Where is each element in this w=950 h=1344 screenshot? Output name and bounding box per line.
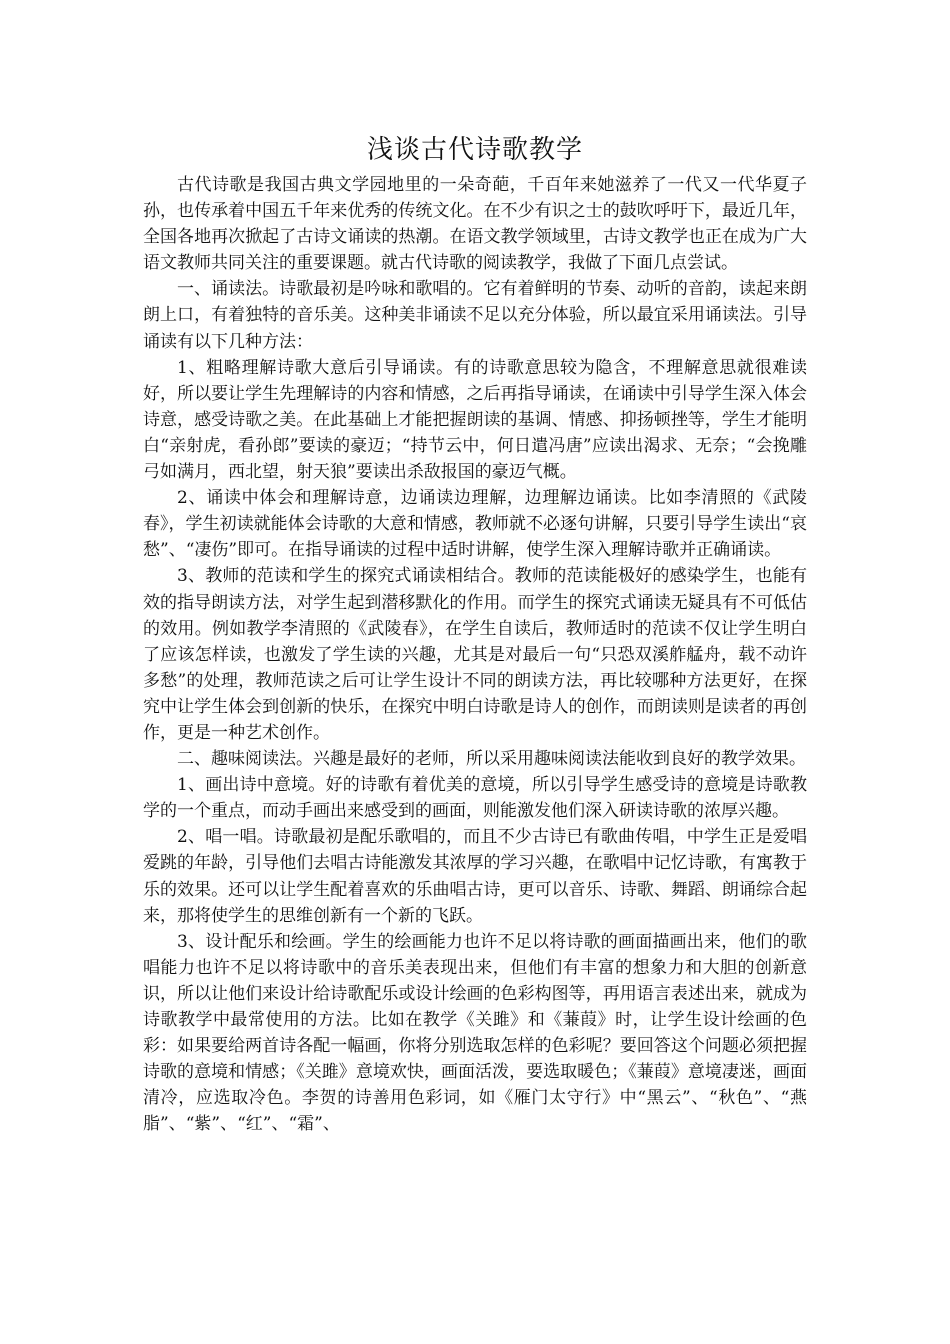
paragraph-section-1: 一、诵读法。诗歌最初是吟咏和歌唱的。它有着鲜明的节奏、动听的音韵，读起来朗朗上口，有着独特的音乐美。这种美非诵读不足以充分体验，所以最宜采用诵读法。引导诵读有以下几种方法： [143, 279, 807, 352]
paragraph-section-2: 二、趣味阅读法。兴趣是最好的老师，所以采用趣味阅读法能收到良好的教学效果。 [177, 749, 806, 770]
paragraph-1-2: 2、诵读中体会和理解诗意，边诵读边理解，边理解边诵读。比如李清照的《武陵春》，学生初读就能体会诗歌的大意和情感，教师就不必逐句讲解，只要引导学生读出“哀愁”、“凄伤”即可。在指导诵读的过程中适时讲解，使学生深入理解诗歌并正确诵读。 [143, 488, 807, 561]
document-page [143, 130, 807, 1137]
paragraph-2-2: 2、唱一唱。诗歌最初是配乐歌唱的，而且不少古诗已有歌曲传唱，中学生正是爱唱爱跳的年龄，引导他们去唱古诗能激发其浓厚的学习兴趣，在歌唱中记忆诗歌，有寓教于乐的效果。还可以让学生配着喜欢的乐曲唱古诗，更可以音乐、诗歌、舞蹈、朗诵综合起来，那将使学生的思维创新有一个新的飞跃。 [143, 827, 807, 926]
paragraph-2-1: 1、画出诗中意境。好的诗歌有着优美的意境，所以引导学生感受诗的意境是诗歌教学的一个重点，而动手画出来感受到的画面，则能激发他们深入研读诗歌的浓厚兴趣。 [143, 775, 807, 822]
document-title: 浅谈古代诗歌教学 [366, 135, 583, 165]
paragraph-2-3: 3、设计配乐和绘画。学生的绘画能力也许不足以将诗歌的画面描画出来，他们的歌唱能力也许不足以将诗歌中的音乐美表现出来，但他们有丰富的想象力和大胆的创新意识，所以让他们来设计给诗歌配乐或设计绘画的色彩构图等，再用语言表述出来，就成为诗歌教学中最常使用的方法。比如在教学《关雎》和《蒹葭》时，让学生设计绘画的色彩：如果要给两首诗各配一幅画，你将分别选取怎样的色彩呢？要回答这个问题必须把握诗歌的意境和情感；《关雎》意境欢快，画面活泼，要选取暖色；《蒹葭》意境凄迷，画面清冷，应选取冷色。李贺的诗善用色彩词，如《雁门太守行》中“黑云”、“秋色”、“燕脂”、“紫”、“红”、“霜”、 [143, 931, 807, 1135]
paragraph-intro: 古代诗歌是我国古典文学园地里的一朵奇葩，千百年来她滋养了一代又一代华夏子孙，也传承着中国五千年来优秀的传统文化。在不少有识之士的鼓吹呼吁下，最近几年，全国各地再次掀起了古诗文诵读的热潮。在语文教学领域里，古诗文教学也正在成为广大语文教师共同关注的重要课题。就古代诗歌的阅读教学，我做了下面几点尝试。 [143, 175, 807, 274]
paragraph-1-3: 3、教师的范读和学生的探究式诵读相结合。教师的范读能极好的感染学生，也能有效的指导朗读方法，对学生起到潜移默化的作用。而学生的探究式诵读无疑具有不可低估的效用。例如教学李清照的《武陵春》，在学生自读后，教师适时的范读不仅让学生明白了应该怎样读，也激发了学生读的兴趣，尤其是对最后一句“只恐双溪舴艋舟，载不动许多愁”的处理，教师范读之后可让学生设计不同的朗读方法，再比较哪种方法更好，在探究中让学生体会到创新的快乐，在探究中明白诗歌是诗人的创作，而朗读则是读者的再创作，更是一种艺术创作。 [143, 566, 807, 743]
paragraph-1-1: 1、粗略理解诗歌大意后引导诵读。有的诗歌意思较为隐含，不理解意思就很难读好，所以要让学生先理解诗的内容和情感，之后再指导诵读，在诵读中引导学生深入体会诗意，感受诗歌之美。在此基础上才能把握朗读的基调、情感、抑扬顿挫等，学生才能明白“亲射虎，看孙郎”要读的豪迈；“持节云中，何日遣冯唐”应读出渴求、无奈；“会挽雕弓如满月，西北望，射天狼”要读出杀敌报国的豪迈气概。 [143, 357, 807, 483]
